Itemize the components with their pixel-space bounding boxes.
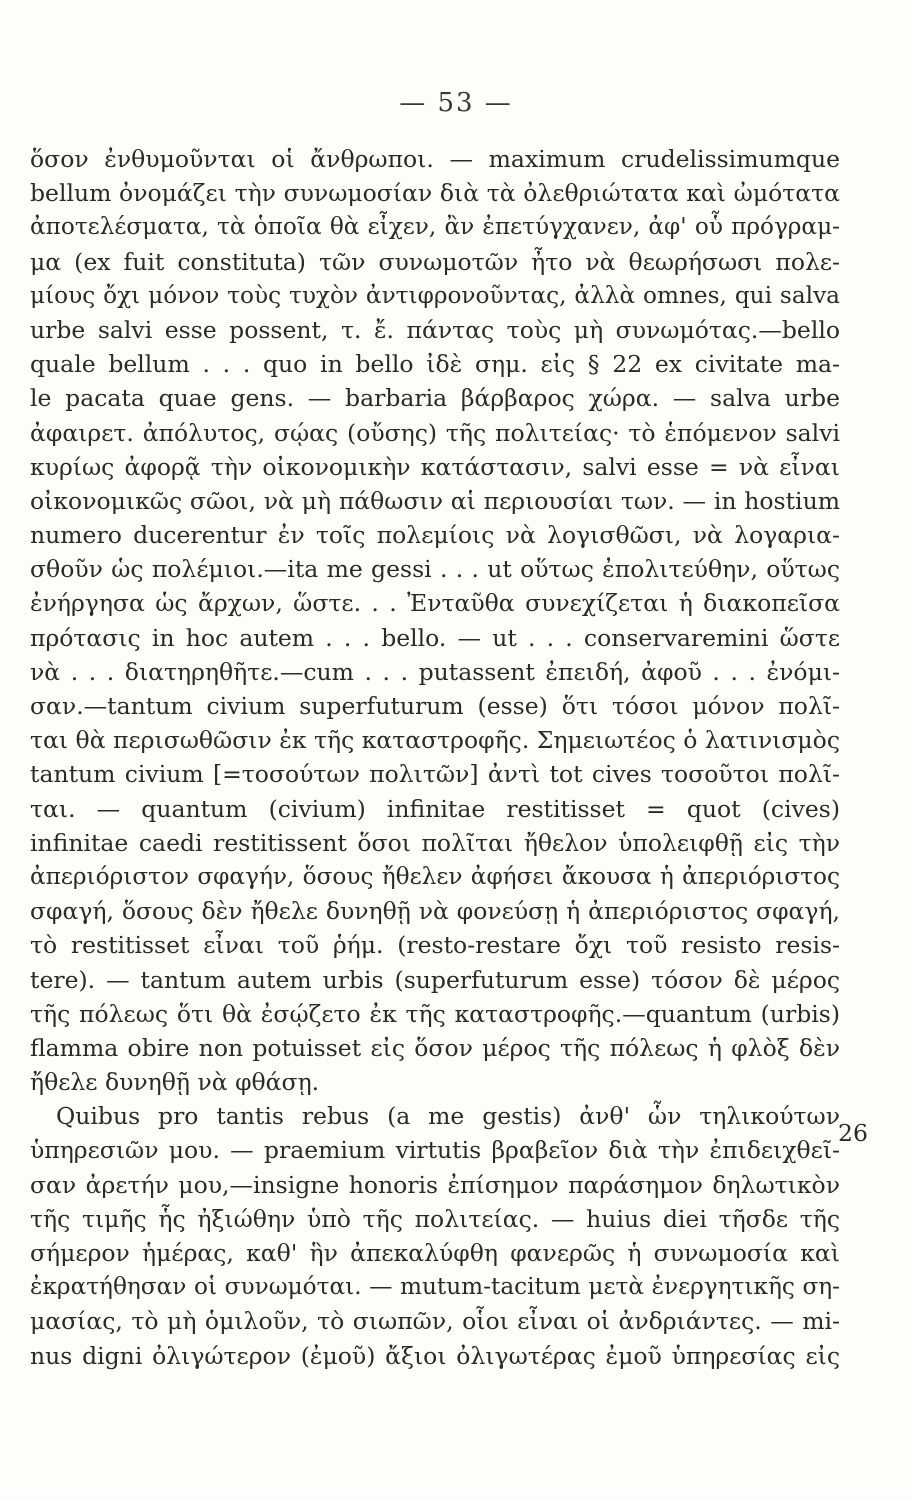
margin-line-number: 26	[838, 1119, 868, 1147]
text-line: ται. — quantum (civium) infinitae restitisset = quot (cives)	[30, 794, 840, 823]
text-line: ται θὰ περισωθῶσιν ἐκ τῆς καταστροφῆς. Σημειωτέος ὁ λατινισμὸς	[30, 726, 840, 755]
text-line: μα (ex fuit constituta) τῶν συνωμοτῶν ἦτο νὰ θεωρήσωσι πολε-	[30, 247, 840, 276]
text-line: bellum ὀνομάζει τὴν συνωμοσίαν διὰ τὰ ὀλεθριώτατα καὶ ὠμότατα	[30, 179, 840, 208]
text-line: τὸ restitisset εἶναι τοῦ ῥήμ. (resto-restare ὄχι τοῦ resisto resis-	[30, 931, 840, 960]
text-line: σθοῦν ὡς πολέμιοι.—ita me gessi . . . ut οὕτως ἐπολιτεύθην, οὕτως	[30, 555, 840, 584]
text-line: ἀφαιρετ. ἀπόλυτος, σῴας (οὔσης) τῆς πολιτείας· τὸ ἑπόμενον salvi	[30, 418, 840, 447]
text-line: numero ducerentur ἐν τοῖς πολεμίοις νὰ λογισθῶσι, νὰ λογαρια-	[30, 521, 840, 550]
text-line: σαν ἀρετήν μου,—insigne honoris ἐπίσημον παράσημον δηλωτικὸν	[30, 1170, 840, 1199]
text-line: σαν.—tantum civium superfuturum (esse) ὅτι τόσοι μόνον πολῖ-	[30, 692, 840, 720]
text-line: quale bellum . . . quo in bello ἰδὲ σημ. εἰς § 22 ex civitate ma-	[30, 350, 840, 379]
text-line: τῆς πόλεως ὅτι θὰ ἐσῴζετο ἐκ τῆς καταστροφῆς.—quantum (urbis)	[30, 999, 840, 1028]
text-line: ὅσον ἐνθυμοῦνται οἱ ἄνθρωποι. — maximum crudelissimumque	[30, 145, 840, 173]
text-line: ἐκρατήθησαν οἱ συνωμόται. — mutum-tacitum μετὰ ἐνεργητικῆς ση-	[30, 1273, 840, 1301]
text-line: ὑπηρεσιῶν μου. — praemium virtutis βραβεῖον διὰ τὴν ἐπιδειχθεῖ-	[30, 1136, 840, 1165]
text-line: νὰ . . . διατηρηθῆτε.—cum . . . putassent ἐπειδή, ἀφοῦ . . . ἐνόμι-	[30, 657, 840, 686]
text-line: μασίας, τὸ μὴ ὁμιλοῦν, τὸ σιωπῶν, οἷοι εἶναι οἱ ἀνδριάντες. — mi-	[30, 1307, 840, 1336]
text-line: τῆς τιμῆς ἧς ἠξιώθην ὑπὸ τῆς πολιτείας. — huius diei τῆσδε τῆς	[30, 1204, 840, 1233]
text-line: nus digni ὀλιγώτερον (ἐμοῦ) ἄξιοι ὀλιγωτέρας ἐμοῦ ὑπηρεσίας εἰς	[30, 1341, 840, 1370]
body-text	[30, 142, 840, 1373]
text-line: Quibus pro tantis rebus (a me gestis) ἀνθ' ὧν τηλικούτων	[56, 1102, 840, 1131]
text-line: ἀπεριόριστον σφαγήν, ὅσους ἤθελεν ἀφήσει ἄκουσα ἡ ἀπεριόριστος	[30, 862, 840, 890]
text-line: ἀποτελέσματα, τὰ ὁποῖα θὰ εἶχεν, ἂν ἐπετύγχανεν, ἀφ' οὗ πρόγραμ-	[30, 213, 840, 241]
page-number: — 53 —	[399, 88, 513, 118]
text-line: ἤθελε δυνηθῇ νὰ φθάσῃ.	[30, 1068, 320, 1097]
text-line: σήμερον ἡμέρας, καθ' ἣν ἀπεκαλύφθη φανερῶς ἡ συνωμοσία καὶ	[30, 1239, 840, 1267]
text-line: infinitae caedi restitissent ὅσοι πολῖται ἤθελον ὑπολειφθῇ εἰς τὴν	[30, 828, 840, 857]
text-line: flamma obire non potuisset εἰς ὅσον μέρος τῆς πόλεως ἡ φλὸξ δὲν	[30, 1033, 840, 1062]
text-line: μίους ὄχι μόνον τοὺς τυχὸν ἀντιφρονοῦντας, ἀλλὰ omnes, qui salva	[30, 281, 840, 309]
text-line: κυρίως ἀφορᾷ τὴν οἰκονομικὴν κατάστασιν, salvi esse = νὰ εἶναι	[30, 452, 840, 481]
text-line: le pacata quae gens. — barbaria βάρβαρος χώρα. — salva urbe	[30, 384, 840, 413]
text-line: tere). — tantum autem urbis (superfuturum esse) τόσον δὲ μέρος	[30, 965, 840, 994]
text-line: σφαγή, ὅσους δὲν ἤθελε δυνηθῇ νὰ φονεύσῃ ἡ ἀπεριόριστος σφαγή,	[30, 897, 840, 926]
text-line: ἐνήργησα ὡς ἄρχων, ὥστε. . . Ἐνταῦθα συνεχίζεται ἡ διακοπεῖσα	[30, 589, 840, 618]
text-line: οἰκονομικῶς σῶοι, νὰ μὴ πάθωσιν αἱ περιουσίαι των. — in hostium	[30, 486, 840, 515]
text-line: πρότασις in hoc autem . . . bello. — ut . . . conservaremini ὥστε	[30, 623, 840, 652]
text-line: urbe salvi esse possent, τ. ἔ. πάντας τοὺς μὴ συνωμότας.—bello	[30, 315, 840, 344]
text-line: tantum civium [=τοσούτων πολιτῶν] ἀντὶ tot cives τοσοῦτοι πολῖ-	[30, 760, 840, 789]
